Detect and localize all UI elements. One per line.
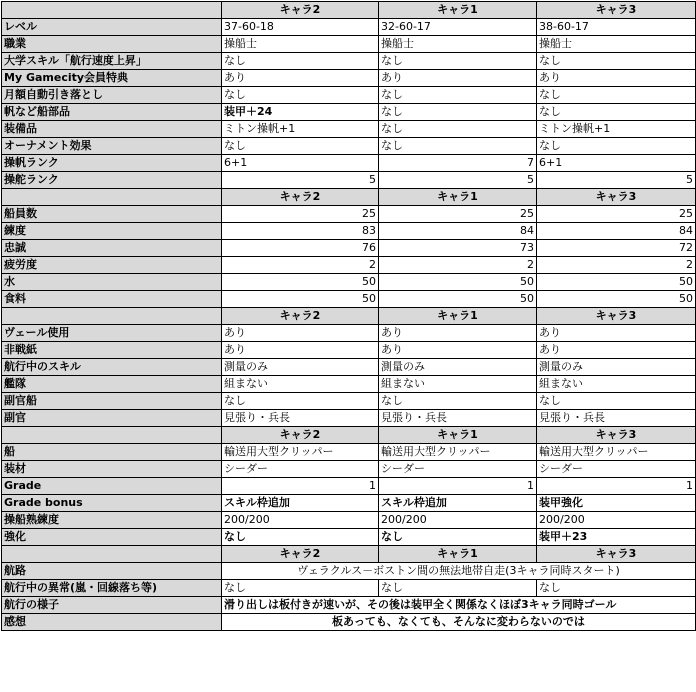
cell-chara1: 測量のみ — [379, 359, 537, 376]
row-adjutant-ship — [2, 393, 696, 410]
row-label: 疲労度 — [2, 257, 222, 274]
cell-chara1: 2 — [379, 257, 537, 274]
cell-chara2: 見張り・兵長 — [222, 410, 379, 427]
row-voyage-state — [2, 597, 696, 614]
header-chara1: キャラ1 — [379, 546, 537, 563]
voyage-state-value: 滑り出しは板付きが速いが、その後は装甲全く関係なくほぼ3キャラ同時ゴール — [222, 597, 696, 614]
row-label: 航行中の異常(嵐・回線落ち等) — [2, 580, 222, 597]
cell-chara2: 200/200 — [222, 512, 379, 529]
cell-chara3: 測量のみ — [537, 359, 696, 376]
row-label: 操船熟練度 — [2, 512, 222, 529]
row-impression — [2, 614, 696, 631]
cell-chara1: 1 — [379, 478, 537, 495]
cell-chara2: なし — [222, 53, 379, 70]
cell-chara2: 装甲＋24 — [222, 104, 379, 121]
row-food — [2, 291, 696, 308]
row-voyage-skill — [2, 359, 696, 376]
row-label: 水 — [2, 274, 222, 291]
row-ship — [2, 444, 696, 461]
row-label: 大学スキル「航行速度上昇」 — [2, 53, 222, 70]
cell-chara1: 輸送用大型クリッパー — [379, 444, 537, 461]
cell-chara2: 50 — [222, 274, 379, 291]
row-veil — [2, 325, 696, 342]
cell-chara1: なし — [379, 138, 537, 155]
row-label: 航行の様子 — [2, 597, 222, 614]
cell-chara1: スキル枠追加 — [379, 495, 537, 512]
cell-chara1: 25 — [379, 206, 537, 223]
cell-chara2: なし — [222, 138, 379, 155]
cell-chara2: 操船士 — [222, 36, 379, 53]
cell-chara3: あり — [537, 342, 696, 359]
row-adjutant — [2, 410, 696, 427]
cell-chara2: シーダー — [222, 461, 379, 478]
cell-chara1: あり — [379, 342, 537, 359]
header-chara3: キャラ3 — [537, 308, 696, 325]
row-label: オーナメント効果 — [2, 138, 222, 155]
row-route — [2, 563, 696, 580]
row-label: 装材 — [2, 461, 222, 478]
cell-chara3: あり — [537, 70, 696, 87]
cell-chara1: シーダー — [379, 461, 537, 478]
row-label: ヴェール使用 — [2, 325, 222, 342]
row-crew — [2, 206, 696, 223]
row-label: 装備品 — [2, 121, 222, 138]
cell-chara3: 200/200 — [537, 512, 696, 529]
header-row — [2, 2, 696, 19]
row-label: 航路 — [2, 563, 222, 580]
row-grade — [2, 478, 696, 495]
row-helm-rank — [2, 172, 696, 189]
cell-chara2: 輸送用大型クリッパー — [222, 444, 379, 461]
cell-chara1: 7 — [379, 155, 537, 172]
route-value: ヴェラクルス－ボストン間の無法地帯自走(3キャラ同時スタート) — [222, 563, 696, 580]
header-chara2: キャラ2 — [222, 427, 379, 444]
cell-chara1: あり — [379, 325, 537, 342]
header-chara1: キャラ1 — [379, 427, 537, 444]
cell-chara2: 測量のみ — [222, 359, 379, 376]
row-fleet — [2, 376, 696, 393]
row-label: 副官 — [2, 410, 222, 427]
header-chara1: キャラ1 — [379, 2, 537, 19]
cell-chara1: 84 — [379, 223, 537, 240]
row-level — [2, 19, 696, 36]
cell-chara3: 5 — [537, 172, 696, 189]
cell-chara3: 輸送用大型クリッパー — [537, 444, 696, 461]
header-chara2: キャラ2 — [222, 546, 379, 563]
row-material — [2, 461, 696, 478]
cell-chara1: 32-60-17 — [379, 19, 537, 36]
row-label: 食料 — [2, 291, 222, 308]
row-label: 船 — [2, 444, 222, 461]
cell-chara3: 6+1 — [537, 155, 696, 172]
row-univ-skill — [2, 53, 696, 70]
row-label: 操舵ランク — [2, 172, 222, 189]
row-label: Grade — [2, 478, 222, 495]
cell-chara2: あり — [222, 325, 379, 342]
cell-chara2: あり — [222, 70, 379, 87]
cell-chara2: なし — [222, 529, 379, 546]
row-label: 職業 — [2, 36, 222, 53]
cell-chara2: 37-60-18 — [222, 19, 379, 36]
cell-chara2: 83 — [222, 223, 379, 240]
cell-chara3: 84 — [537, 223, 696, 240]
cell-chara2: なし — [222, 393, 379, 410]
header-chara3: キャラ3 — [537, 427, 696, 444]
row-nonwar-paper — [2, 342, 696, 359]
cell-chara3: なし — [537, 138, 696, 155]
cell-chara2: 2 — [222, 257, 379, 274]
cell-chara2: 76 — [222, 240, 379, 257]
cell-chara2: 5 — [222, 172, 379, 189]
cell-chara1: あり — [379, 70, 537, 87]
row-monthly-debit — [2, 87, 696, 104]
row-label: 強化 — [2, 529, 222, 546]
row-ship-parts — [2, 104, 696, 121]
row-loyalty — [2, 240, 696, 257]
cell-chara1: 200/200 — [379, 512, 537, 529]
row-grade-bonus — [2, 495, 696, 512]
cell-chara1: 操船士 — [379, 36, 537, 53]
cell-chara3: 組まない — [537, 376, 696, 393]
row-label: 非戦紙 — [2, 342, 222, 359]
header-chara2: キャラ2 — [222, 189, 379, 206]
row-label: 副官船 — [2, 393, 222, 410]
cell-chara3: なし — [537, 104, 696, 121]
cell-chara3: 72 — [537, 240, 696, 257]
header-blank-cell — [2, 546, 222, 563]
cell-chara2: 50 — [222, 291, 379, 308]
row-label: 忠誠 — [2, 240, 222, 257]
row-label: 艦隊 — [2, 376, 222, 393]
cell-chara2: なし — [222, 87, 379, 104]
header-row — [2, 427, 696, 444]
header-chara3: キャラ3 — [537, 546, 696, 563]
cell-chara2: なし — [222, 580, 379, 597]
cell-chara1: なし — [379, 104, 537, 121]
header-chara1: キャラ1 — [379, 189, 537, 206]
cell-chara1: なし — [379, 393, 537, 410]
cell-chara3: 装甲＋23 — [537, 529, 696, 546]
cell-chara3: 2 — [537, 257, 696, 274]
row-water — [2, 274, 696, 291]
cell-chara2: 25 — [222, 206, 379, 223]
cell-chara3: なし — [537, 87, 696, 104]
cell-chara1: 73 — [379, 240, 537, 257]
cell-chara3: ミトン操帆+1 — [537, 121, 696, 138]
row-label: 航行中のスキル — [2, 359, 222, 376]
row-equipment — [2, 121, 696, 138]
cell-chara2: 1 — [222, 478, 379, 495]
header-row — [2, 546, 696, 563]
cell-chara1: なし — [379, 87, 537, 104]
cell-chara2: あり — [222, 342, 379, 359]
row-label: 月額自動引き落とし — [2, 87, 222, 104]
cell-chara3: 25 — [537, 206, 696, 223]
cell-chara1: 組まない — [379, 376, 537, 393]
row-enhancement — [2, 529, 696, 546]
cell-chara2: スキル枠追加 — [222, 495, 379, 512]
cell-chara1: 50 — [379, 291, 537, 308]
row-label: 練度 — [2, 223, 222, 240]
header-blank-cell — [2, 189, 222, 206]
row-ship-proficiency — [2, 512, 696, 529]
header-row — [2, 189, 696, 206]
header-chara3: キャラ3 — [537, 2, 696, 19]
row-label: 帆など船部品 — [2, 104, 222, 121]
header-chara2: キャラ2 — [222, 2, 379, 19]
cell-chara2: ミトン操帆+1 — [222, 121, 379, 138]
impression-value: 板あっても、なくても、そんなに変わらないのでは — [222, 614, 696, 631]
header-row — [2, 308, 696, 325]
cell-chara1: なし — [379, 529, 537, 546]
cell-chara3: 50 — [537, 274, 696, 291]
header-blank-cell — [2, 2, 222, 19]
header-blank-cell — [2, 427, 222, 444]
cell-chara3: なし — [537, 53, 696, 70]
cell-chara3: 38-60-17 — [537, 19, 696, 36]
cell-chara3: シーダー — [537, 461, 696, 478]
header-blank-cell — [2, 308, 222, 325]
cell-chara1: 見張り・兵長 — [379, 410, 537, 427]
row-job — [2, 36, 696, 53]
cell-chara1: なし — [379, 580, 537, 597]
header-chara1: キャラ1 — [379, 308, 537, 325]
cell-chara1: 5 — [379, 172, 537, 189]
row-sail-rank — [2, 155, 696, 172]
row-skill — [2, 223, 696, 240]
cell-chara2: 6+1 — [222, 155, 379, 172]
cell-chara3: 50 — [537, 291, 696, 308]
cell-chara3: 操船士 — [537, 36, 696, 53]
row-fatigue — [2, 257, 696, 274]
header-chara3: キャラ3 — [537, 189, 696, 206]
row-label: 船員数 — [2, 206, 222, 223]
comparison-sheet — [1, 1, 696, 631]
cell-chara3: なし — [537, 580, 696, 597]
row-label: レベル — [2, 19, 222, 36]
cell-chara1: なし — [379, 53, 537, 70]
row-label: 操帆ランク — [2, 155, 222, 172]
cell-chara3: あり — [537, 325, 696, 342]
row-label: 感想 — [2, 614, 222, 631]
cell-chara3: 見張り・兵長 — [537, 410, 696, 427]
header-chara2: キャラ2 — [222, 308, 379, 325]
cell-chara3: なし — [537, 393, 696, 410]
cell-chara1: なし — [379, 121, 537, 138]
cell-chara3: 装甲強化 — [537, 495, 696, 512]
cell-chara2: 組まない — [222, 376, 379, 393]
cell-chara1: 50 — [379, 274, 537, 291]
row-member-benefit — [2, 70, 696, 87]
cell-chara3: 1 — [537, 478, 696, 495]
row-anomaly — [2, 580, 696, 597]
row-label: My Gamecity会員特典 — [2, 70, 222, 87]
row-ornament — [2, 138, 696, 155]
row-label: Grade bonus — [2, 495, 222, 512]
